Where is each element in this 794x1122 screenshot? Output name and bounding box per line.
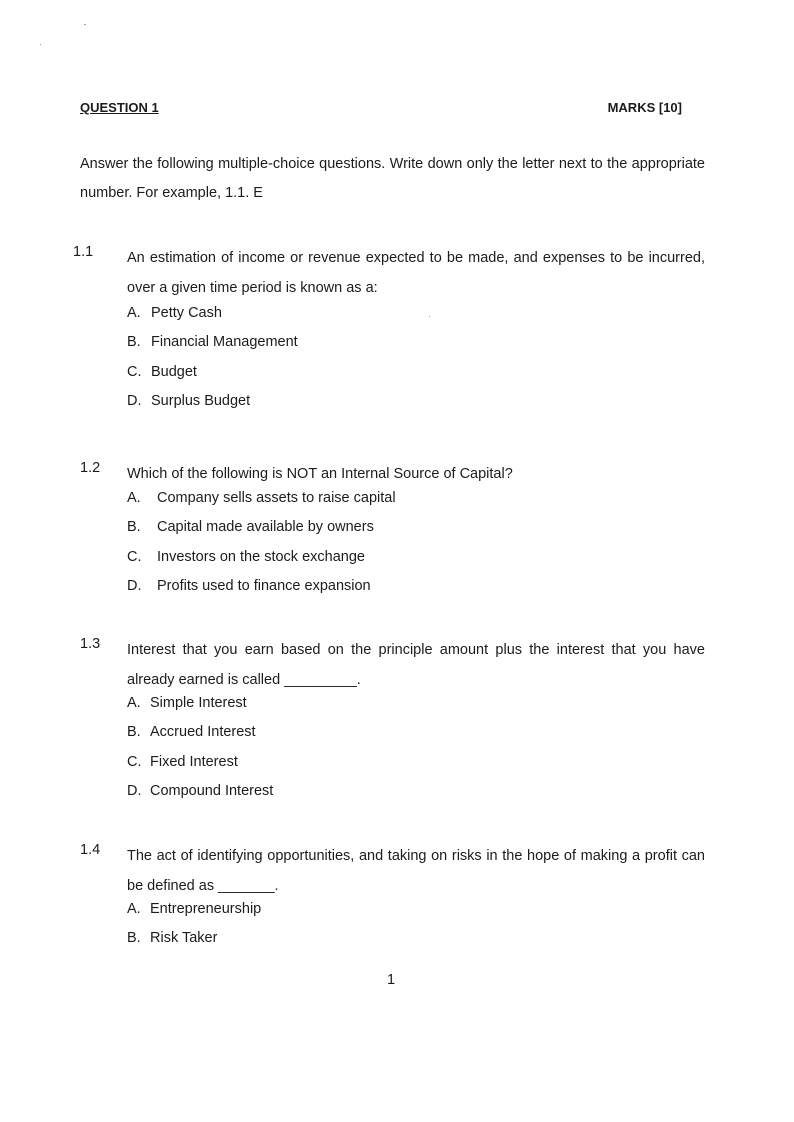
option-text: Capital made available by owners [157,519,374,536]
option-a [127,484,396,513]
option-letter: A. [127,490,141,506]
question-number: 1.4 [80,842,101,858]
option-list [127,689,273,806]
question-text: Which of the following is NOT an Internal Source of Capital? [127,466,513,482]
option-b [127,718,273,747]
option-list [127,299,298,416]
option-letter: C. [127,548,142,565]
option-letter: D. [127,782,142,799]
option-d [127,387,298,416]
option-c [127,748,273,777]
question-text: An estimation of income or revenue expected to be made, and expenses to be incurred, over a given time period is known as a: [127,250,705,296]
option-c [127,543,396,572]
option-letter: A. [127,305,141,321]
option-letter: D. [127,392,142,409]
option-list [127,484,396,601]
question-number: 1.3 [80,636,101,652]
option-letter: B. [127,334,141,351]
scan-speck [40,44,41,45]
option-list [127,895,261,954]
question-text: Interest that you earn based on the principle amount plus the interest that you have already earned is called _________. [127,642,705,688]
option-c [127,358,298,387]
option-text: Budget [151,363,197,380]
option-letter: C. [127,363,142,380]
scan-speck [84,24,86,25]
option-text: Financial Management [151,334,298,351]
question-number: 1.1 [73,244,94,260]
instructions: Answer the following multiple-choice questions. Write down only the letter next to the appropriate number. For example, 1.1. E [80,156,705,201]
option-d [127,572,396,601]
option-text: Simple Interest [150,695,247,711]
option-a [127,689,273,718]
option-text: Entrepreneurship [150,901,262,917]
question-header [80,100,682,118]
option-b [127,924,261,953]
option-letter: B. [127,519,141,536]
question-text: The act of identifying opportunities, and taking on risks in the hope of making a profit can be defined as _______. [127,848,705,894]
option-text: Investors on the stock exchange [157,548,365,565]
option-letter: C. [127,753,142,770]
option-text: Accrued Interest [150,724,256,741]
option-text: Petty Cash [151,305,222,321]
option-text: Surplus Budget [151,392,251,409]
option-text: Profits used to finance expansion [157,577,371,594]
option-d [127,777,273,806]
question-number: 1.2 [80,460,101,476]
option-b [127,513,396,542]
option-a [127,895,261,924]
option-letter: B. [127,930,141,947]
page-number: 1 [386,972,396,988]
option-text: Company sells assets to raise capital [157,490,396,506]
option-letter: A. [127,901,141,917]
option-a [127,299,298,328]
option-text: Risk Taker [150,930,218,947]
question-title: QUESTION 1 [80,100,159,115]
option-letter: D. [127,577,142,594]
marks-label: MARKS [10] [607,100,682,115]
option-text: Fixed Interest [150,753,238,770]
option-letter: A. [127,695,141,711]
scan-speck [429,316,430,317]
option-letter: B. [127,724,141,741]
option-text: Compound Interest [150,782,274,799]
option-b [127,328,298,357]
